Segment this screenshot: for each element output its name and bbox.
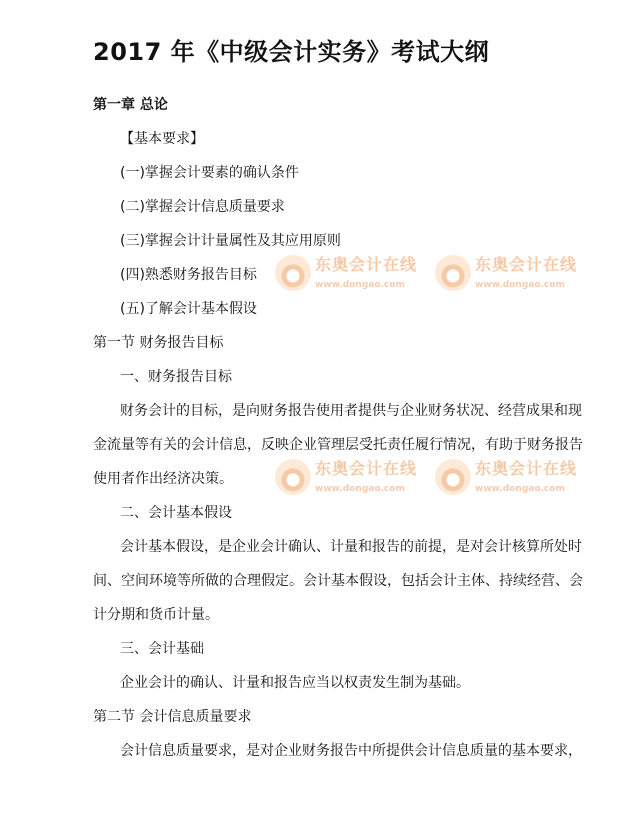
paragraph-line: 企业会计的确认、计量和报告应当以权责发生制为基础。 bbox=[120, 675, 470, 691]
watermark-name: 东奥会计在线 bbox=[315, 255, 418, 274]
page-title: 2017 年《中级会计实务》考试大纲 bbox=[93, 38, 490, 66]
chapter-heading: 第一章 总论 bbox=[93, 97, 168, 113]
watermark bbox=[435, 457, 585, 501]
requirement-item: (五)了解会计基本假设 bbox=[120, 301, 257, 317]
subsection-heading: 一、财务报告目标 bbox=[120, 369, 232, 385]
watermark bbox=[275, 457, 425, 501]
watermark-logo-icon bbox=[435, 459, 471, 495]
requirement-item: (四)熟悉财务报告目标 bbox=[120, 267, 257, 283]
watermark-logo-icon bbox=[435, 255, 471, 291]
watermark-logo-icon bbox=[275, 459, 311, 495]
section-heading: 第一节 财务报告目标 bbox=[93, 335, 224, 351]
basic-requirements-label: 【基本要求】 bbox=[120, 131, 204, 147]
subsection-heading: 二、会计基本假设 bbox=[120, 505, 232, 521]
watermark bbox=[275, 253, 425, 297]
paragraph-line: 财务会计的目标，是向财务报告使用者提供与企业财务状况、经营成果和现 bbox=[120, 403, 582, 419]
paragraph-line: 间、空间环境等所做的合理假定。会计基本假设，包括会计主体、持续经营、会 bbox=[93, 573, 583, 589]
paragraph-line: 会计信息质量要求，是对企业财务报告中所提供会计信息质量的基本要求， bbox=[120, 743, 582, 759]
subsection-heading: 三、会计基础 bbox=[120, 641, 204, 657]
watermark bbox=[435, 253, 585, 297]
watermark-url: www.dongao.com bbox=[475, 484, 565, 494]
requirement-item: (一)掌握会计要素的确认条件 bbox=[120, 165, 299, 181]
watermark-logo-icon bbox=[275, 255, 311, 291]
watermark-name: 东奥会计在线 bbox=[315, 459, 418, 478]
watermark-url: www.dongao.com bbox=[315, 280, 405, 290]
watermark-name: 东奥会计在线 bbox=[475, 255, 578, 274]
requirement-item: (三)掌握会计计量属性及其应用原则 bbox=[120, 233, 341, 249]
paragraph-line: 会计基本假设，是企业会计确认、计量和报告的前提，是对会计核算所处时 bbox=[120, 539, 582, 555]
watermark-url: www.dongao.com bbox=[475, 280, 565, 290]
paragraph-line: 使用者作出经济决策。 bbox=[93, 471, 233, 487]
watermark-name: 东奥会计在线 bbox=[475, 459, 578, 478]
paragraph-line: 金流量等有关的会计信息，反映企业管理层受托责任履行情况，有助于财务报告 bbox=[93, 437, 583, 453]
watermark-url: www.dongao.com bbox=[315, 484, 405, 494]
requirement-item: (二)掌握会计信息质量要求 bbox=[120, 199, 285, 215]
section-heading: 第二节 会计信息质量要求 bbox=[93, 709, 252, 725]
paragraph-line: 计分期和货币计量。 bbox=[93, 607, 219, 623]
